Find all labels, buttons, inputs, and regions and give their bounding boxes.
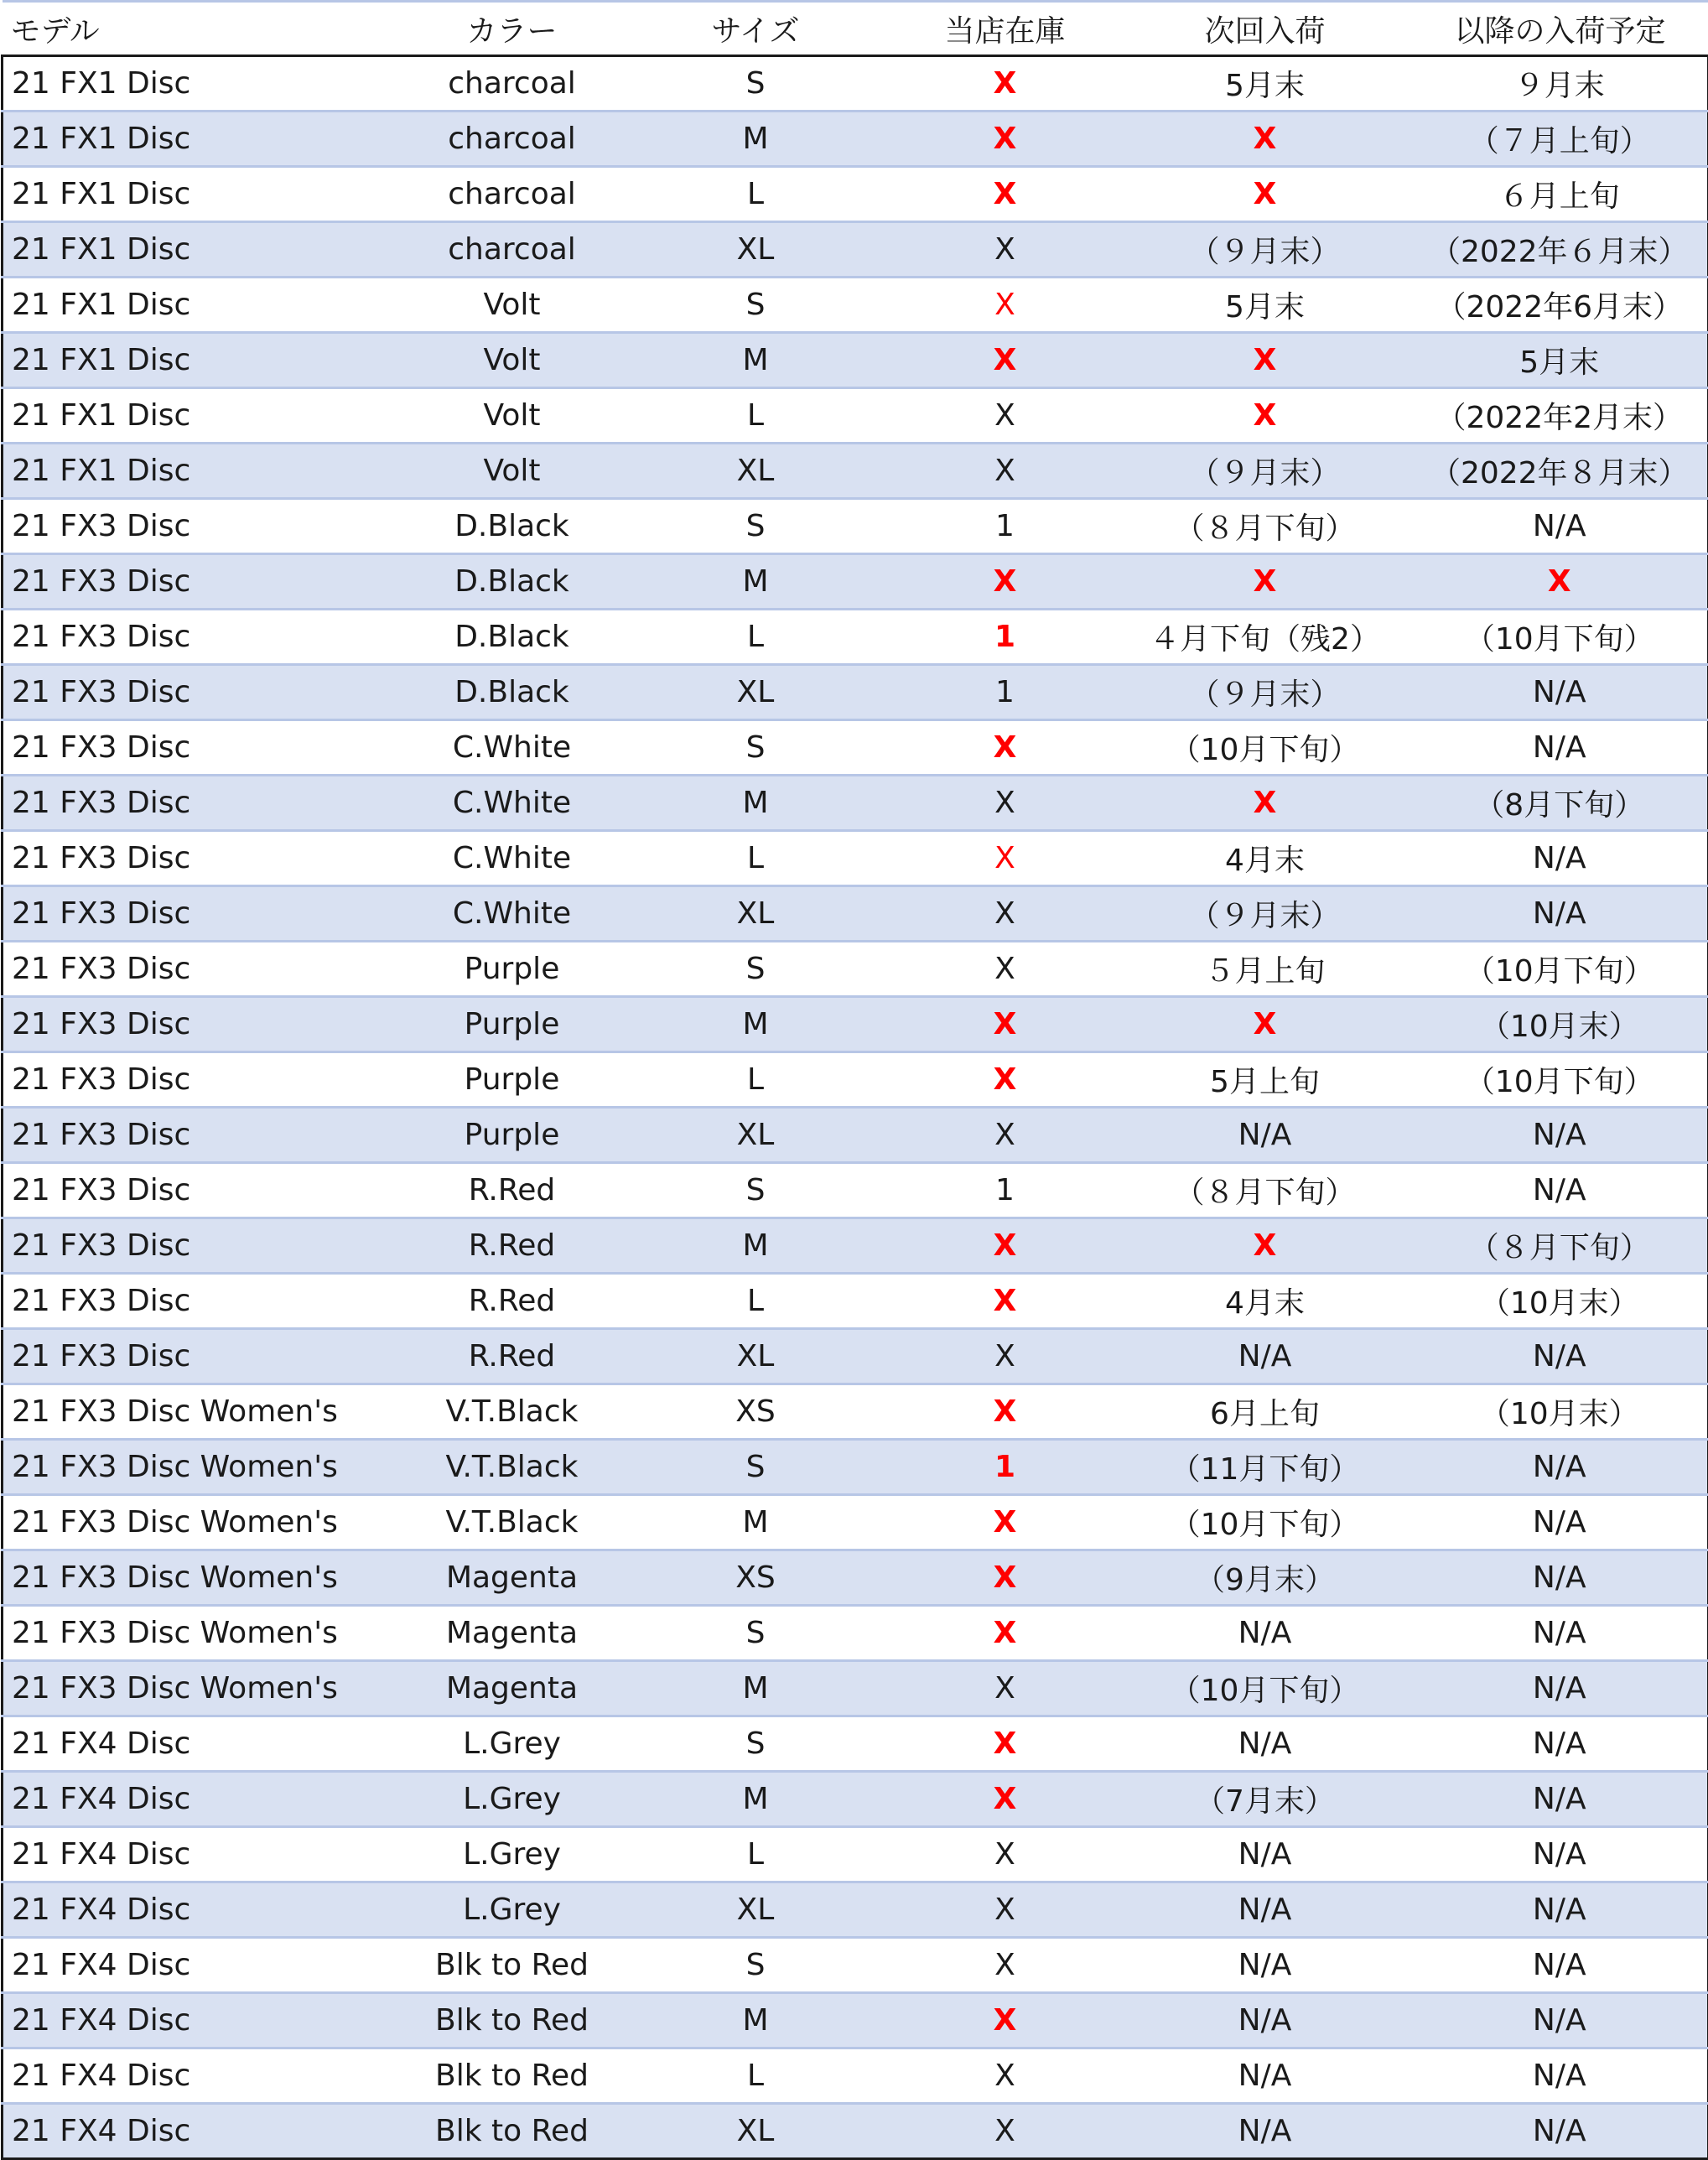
color-cell: D.Black (405, 610, 620, 665)
table-row (3, 56, 1708, 112)
later-arrival-cell: 5月末 (1412, 333, 1708, 388)
table-row (3, 1661, 1708, 1716)
table-row (3, 1550, 1708, 1606)
table-row (3, 1938, 1708, 1993)
table-row (3, 554, 1708, 610)
size-cell: S (620, 1938, 892, 1993)
size-cell: S (620, 278, 892, 333)
next-arrival-cell: （９月末） (1119, 444, 1412, 499)
color-cell: Blk to Red (405, 1993, 620, 2048)
size-cell: L (620, 1827, 892, 1882)
size-cell: XL (620, 886, 892, 942)
color-cell: Purple (405, 942, 620, 997)
color-cell: D.Black (405, 665, 620, 720)
model-cell: 21 FX3 Disc Women's (3, 1606, 405, 1661)
color-cell: Volt (405, 444, 620, 499)
model-cell: 21 FX3 Disc Women's (3, 1661, 405, 1716)
stock-cell: X (892, 997, 1119, 1052)
stock-cell: X (892, 1329, 1119, 1384)
color-cell: Volt (405, 388, 620, 444)
color-cell: charcoal (405, 56, 620, 112)
stock-cell: X (892, 2048, 1119, 2104)
stock-cell: X (892, 222, 1119, 278)
model-cell: 21 FX1 Disc (3, 56, 405, 112)
next-arrival-cell: X (1119, 554, 1412, 610)
model-cell: 21 FX3 Disc (3, 554, 405, 610)
size-cell: M (620, 997, 892, 1052)
next-arrival-cell: X (1119, 112, 1412, 167)
stock-cell: 1 (892, 1163, 1119, 1218)
color-cell: Purple (405, 1052, 620, 1108)
stock-cell: X (892, 1495, 1119, 1550)
color-cell: V.T.Black (405, 1495, 620, 1550)
header-later-arrival: 以降の入荷予定 (1412, 2, 1708, 56)
model-cell: 21 FX3 Disc (3, 1163, 405, 1218)
color-cell: D.Black (405, 554, 620, 610)
next-arrival-cell: （８月下旬） (1119, 499, 1412, 554)
color-cell: Blk to Red (405, 1938, 620, 1993)
size-cell: S (620, 1716, 892, 1772)
table-row (3, 222, 1708, 278)
stock-cell: X (892, 1052, 1119, 1108)
size-cell: S (620, 942, 892, 997)
model-cell: 21 FX1 Disc (3, 333, 405, 388)
later-arrival-cell: N/A (1412, 1495, 1708, 1550)
later-arrival-cell: N/A (1412, 1993, 1708, 2048)
next-arrival-cell: N/A (1119, 1716, 1412, 1772)
later-arrival-cell: （10月下旬） (1412, 610, 1708, 665)
color-cell: Magenta (405, 1606, 620, 1661)
later-arrival-cell: N/A (1412, 886, 1708, 942)
later-arrival-cell: （2022年６月末） (1412, 222, 1708, 278)
color-cell: Purple (405, 997, 620, 1052)
next-arrival-cell: X (1119, 388, 1412, 444)
model-cell: 21 FX3 Disc (3, 776, 405, 831)
size-cell: S (620, 1606, 892, 1661)
color-cell: charcoal (405, 167, 620, 222)
later-arrival-cell: N/A (1412, 499, 1708, 554)
next-arrival-cell: （7月末） (1119, 1772, 1412, 1827)
size-cell: S (620, 1163, 892, 1218)
table-row (3, 997, 1708, 1052)
table-row (3, 444, 1708, 499)
later-arrival-cell: N/A (1412, 1661, 1708, 1716)
table-row (3, 1827, 1708, 1882)
table-row (3, 2048, 1708, 2104)
table-row (3, 333, 1708, 388)
size-cell: S (620, 56, 892, 112)
stock-cell: X (892, 942, 1119, 997)
table-body (3, 56, 1708, 2159)
stock-cell: X (892, 720, 1119, 776)
table-row (3, 388, 1708, 444)
color-cell: V.T.Black (405, 1384, 620, 1440)
header-size: サイズ (620, 2, 892, 56)
later-arrival-cell: （8月下旬） (1412, 776, 1708, 831)
color-cell: C.White (405, 886, 620, 942)
next-arrival-cell: （９月末） (1119, 665, 1412, 720)
table-row (3, 112, 1708, 167)
model-cell: 21 FX1 Disc (3, 112, 405, 167)
table-row (3, 499, 1708, 554)
later-arrival-cell: ６月上旬 (1412, 167, 1708, 222)
next-arrival-cell: N/A (1119, 1938, 1412, 1993)
table-row (3, 167, 1708, 222)
model-cell: 21 FX4 Disc (3, 2048, 405, 2104)
stock-cell: X (892, 886, 1119, 942)
color-cell: L.Grey (405, 1716, 620, 1772)
size-cell: XL (620, 1882, 892, 1938)
model-cell: 21 FX3 Disc Women's (3, 1384, 405, 1440)
stock-cell: X (892, 444, 1119, 499)
model-cell: 21 FX4 Disc (3, 1716, 405, 1772)
color-cell: L.Grey (405, 1772, 620, 1827)
model-cell: 21 FX1 Disc (3, 278, 405, 333)
next-arrival-cell: （10月下旬） (1119, 720, 1412, 776)
later-arrival-cell: N/A (1412, 1827, 1708, 1882)
size-cell: L (620, 388, 892, 444)
model-cell: 21 FX4 Disc (3, 1882, 405, 1938)
stock-cell: X (892, 1108, 1119, 1163)
color-cell: L.Grey (405, 1827, 620, 1882)
color-cell: Blk to Red (405, 2048, 620, 2104)
color-cell: D.Black (405, 499, 620, 554)
size-cell: M (620, 1661, 892, 1716)
later-arrival-cell: N/A (1412, 1440, 1708, 1495)
color-cell: charcoal (405, 222, 620, 278)
table-row (3, 1108, 1708, 1163)
next-arrival-cell: 5月末 (1119, 56, 1412, 112)
stock-cell: X (892, 1827, 1119, 1882)
model-cell: 21 FX1 Disc (3, 444, 405, 499)
next-arrival-cell: N/A (1119, 2104, 1412, 2159)
next-arrival-cell: （９月末） (1119, 222, 1412, 278)
later-arrival-cell: （10月末） (1412, 1274, 1708, 1329)
stock-cell: X (892, 112, 1119, 167)
model-cell: 21 FX4 Disc (3, 2104, 405, 2159)
stock-cell: X (892, 278, 1119, 333)
later-arrival-cell: N/A (1412, 2048, 1708, 2104)
inventory-table (1, 0, 1708, 2160)
later-arrival-cell: N/A (1412, 1329, 1708, 1384)
size-cell: L (620, 1052, 892, 1108)
size-cell: L (620, 831, 892, 886)
table-row (3, 1716, 1708, 1772)
next-arrival-cell: 5月末 (1119, 278, 1412, 333)
stock-cell: X (892, 554, 1119, 610)
header-color: カラー (405, 2, 620, 56)
later-arrival-cell: （10月下旬） (1412, 942, 1708, 997)
stock-cell: X (892, 1274, 1119, 1329)
later-arrival-cell: （10月末） (1412, 1384, 1708, 1440)
table-row (3, 1052, 1708, 1108)
model-cell: 21 FX3 Disc (3, 720, 405, 776)
next-arrival-cell: N/A (1119, 1606, 1412, 1661)
size-cell: M (620, 1993, 892, 2048)
size-cell: XL (620, 1329, 892, 1384)
next-arrival-cell: X (1119, 167, 1412, 222)
later-arrival-cell: （８月下旬） (1412, 1218, 1708, 1274)
header-next-arrival: 次回入荷 (1119, 2, 1412, 56)
size-cell: M (620, 1218, 892, 1274)
table-row (3, 1384, 1708, 1440)
size-cell: M (620, 1772, 892, 1827)
size-cell: S (620, 1440, 892, 1495)
stock-cell: 1 (892, 610, 1119, 665)
later-arrival-cell: （2022年2月末） (1412, 388, 1708, 444)
table-row (3, 665, 1708, 720)
stock-cell: X (892, 1661, 1119, 1716)
later-arrival-cell: （10月下旬） (1412, 1052, 1708, 1108)
table-row (3, 831, 1708, 886)
next-arrival-cell: 4月末 (1119, 831, 1412, 886)
stock-cell: X (892, 1606, 1119, 1661)
header-row (3, 2, 1708, 56)
next-arrival-cell: ４月下旬（残2） (1119, 610, 1412, 665)
table-row (3, 2104, 1708, 2159)
model-cell: 21 FX4 Disc (3, 1938, 405, 1993)
size-cell: S (620, 499, 892, 554)
next-arrival-cell: N/A (1119, 1827, 1412, 1882)
later-arrival-cell: N/A (1412, 1606, 1708, 1661)
later-arrival-cell: N/A (1412, 1716, 1708, 1772)
size-cell: L (620, 610, 892, 665)
later-arrival-cell: N/A (1412, 1772, 1708, 1827)
stock-cell: X (892, 333, 1119, 388)
table-row (3, 1495, 1708, 1550)
model-cell: 21 FX3 Disc (3, 997, 405, 1052)
table-row (3, 942, 1708, 997)
size-cell: L (620, 167, 892, 222)
size-cell: XL (620, 444, 892, 499)
table-header (3, 2, 1708, 56)
stock-cell: X (892, 2104, 1119, 2159)
color-cell: C.White (405, 776, 620, 831)
model-cell: 21 FX3 Disc (3, 665, 405, 720)
stock-cell: X (892, 831, 1119, 886)
model-cell: 21 FX4 Disc (3, 1827, 405, 1882)
color-cell: R.Red (405, 1329, 620, 1384)
size-cell: S (620, 720, 892, 776)
table-row (3, 886, 1708, 942)
table-row (3, 1882, 1708, 1938)
next-arrival-cell: X (1119, 1218, 1412, 1274)
size-cell: XL (620, 2104, 892, 2159)
stock-cell: X (892, 1772, 1119, 1827)
next-arrival-cell: （10月下旬） (1119, 1661, 1412, 1716)
next-arrival-cell: （９月末） (1119, 886, 1412, 942)
color-cell: Magenta (405, 1661, 620, 1716)
stock-cell: X (892, 1716, 1119, 1772)
next-arrival-cell: N/A (1119, 2048, 1412, 2104)
stock-cell: X (892, 1993, 1119, 2048)
color-cell: R.Red (405, 1218, 620, 1274)
size-cell: XL (620, 665, 892, 720)
next-arrival-cell: X (1119, 333, 1412, 388)
next-arrival-cell: X (1119, 776, 1412, 831)
model-cell: 21 FX3 Disc (3, 499, 405, 554)
size-cell: M (620, 333, 892, 388)
stock-cell: X (892, 1218, 1119, 1274)
next-arrival-cell: （10月下旬） (1119, 1495, 1412, 1550)
model-cell: 21 FX3 Disc Women's (3, 1440, 405, 1495)
later-arrival-cell: N/A (1412, 720, 1708, 776)
later-arrival-cell: N/A (1412, 1108, 1708, 1163)
size-cell: L (620, 1274, 892, 1329)
next-arrival-cell: （9月末） (1119, 1550, 1412, 1606)
model-cell: 21 FX3 Disc (3, 1052, 405, 1108)
next-arrival-cell: （11月下旬） (1119, 1440, 1412, 1495)
model-cell: 21 FX3 Disc Women's (3, 1550, 405, 1606)
next-arrival-cell: X (1119, 997, 1412, 1052)
color-cell: Magenta (405, 1550, 620, 1606)
size-cell: L (620, 2048, 892, 2104)
model-cell: 21 FX3 Disc (3, 831, 405, 886)
header-stock: 当店在庫 (892, 2, 1119, 56)
later-arrival-cell: N/A (1412, 1550, 1708, 1606)
stock-cell: X (892, 388, 1119, 444)
stock-cell: X (892, 776, 1119, 831)
next-arrival-cell: N/A (1119, 1108, 1412, 1163)
color-cell: Volt (405, 278, 620, 333)
color-cell: Volt (405, 333, 620, 388)
table-row (3, 278, 1708, 333)
later-arrival-cell: N/A (1412, 2104, 1708, 2159)
table-row (3, 1163, 1708, 1218)
size-cell: XL (620, 222, 892, 278)
model-cell: 21 FX1 Disc (3, 388, 405, 444)
later-arrival-cell: N/A (1412, 665, 1708, 720)
color-cell: V.T.Black (405, 1440, 620, 1495)
stock-cell: X (892, 167, 1119, 222)
stock-cell: X (892, 1384, 1119, 1440)
table-row (3, 1606, 1708, 1661)
color-cell: C.White (405, 720, 620, 776)
size-cell: M (620, 776, 892, 831)
stock-cell: X (892, 1882, 1119, 1938)
next-arrival-cell: N/A (1119, 1882, 1412, 1938)
next-arrival-cell: 4月末 (1119, 1274, 1412, 1329)
model-cell: 21 FX4 Disc (3, 1993, 405, 2048)
table-row (3, 720, 1708, 776)
size-cell: XL (620, 1108, 892, 1163)
stock-cell: 1 (892, 1440, 1119, 1495)
stock-cell: X (892, 1938, 1119, 1993)
stock-cell: X (892, 56, 1119, 112)
color-cell: L.Grey (405, 1882, 620, 1938)
later-arrival-cell: （７月上旬） (1412, 112, 1708, 167)
next-arrival-cell: N/A (1119, 1993, 1412, 2048)
size-cell: M (620, 554, 892, 610)
model-cell: 21 FX3 Disc (3, 1329, 405, 1384)
next-arrival-cell: （８月下旬） (1119, 1163, 1412, 1218)
later-arrival-cell: （2022年８月末） (1412, 444, 1708, 499)
stock-cell: X (892, 1550, 1119, 1606)
model-cell: 21 FX3 Disc (3, 610, 405, 665)
header-model: モデル (3, 2, 405, 56)
table-row (3, 1329, 1708, 1384)
model-cell: 21 FX3 Disc Women's (3, 1495, 405, 1550)
stock-cell: 1 (892, 499, 1119, 554)
model-cell: 21 FX1 Disc (3, 222, 405, 278)
stock-cell: 1 (892, 665, 1119, 720)
model-cell: 21 FX3 Disc (3, 1274, 405, 1329)
model-cell: 21 FX3 Disc (3, 942, 405, 997)
color-cell: C.White (405, 831, 620, 886)
color-cell: Purple (405, 1108, 620, 1163)
model-cell: 21 FX3 Disc (3, 1218, 405, 1274)
later-arrival-cell: （2022年6月末） (1412, 278, 1708, 333)
model-cell: 21 FX1 Disc (3, 167, 405, 222)
color-cell: charcoal (405, 112, 620, 167)
table-row (3, 776, 1708, 831)
size-cell: M (620, 1495, 892, 1550)
next-arrival-cell: 5月上旬 (1119, 1052, 1412, 1108)
later-arrival-cell: N/A (1412, 831, 1708, 886)
table-row (3, 1993, 1708, 2048)
next-arrival-cell: ５月上旬 (1119, 942, 1412, 997)
later-arrival-cell: N/A (1412, 1938, 1708, 1993)
next-arrival-cell: 6月上旬 (1119, 1384, 1412, 1440)
table-row (3, 1218, 1708, 1274)
model-cell: 21 FX3 Disc (3, 1108, 405, 1163)
later-arrival-cell: ９月末 (1412, 56, 1708, 112)
later-arrival-cell: N/A (1412, 1163, 1708, 1218)
table-row (3, 1274, 1708, 1329)
color-cell: R.Red (405, 1274, 620, 1329)
next-arrival-cell: N/A (1119, 1329, 1412, 1384)
later-arrival-cell: （10月末） (1412, 997, 1708, 1052)
model-cell: 21 FX4 Disc (3, 1772, 405, 1827)
size-cell: XS (620, 1384, 892, 1440)
later-arrival-cell: X (1412, 554, 1708, 610)
table-row (3, 1772, 1708, 1827)
later-arrival-cell: N/A (1412, 1882, 1708, 1938)
model-cell: 21 FX3 Disc (3, 886, 405, 942)
size-cell: M (620, 112, 892, 167)
size-cell: XS (620, 1550, 892, 1606)
color-cell: R.Red (405, 1163, 620, 1218)
table-row (3, 610, 1708, 665)
color-cell: Blk to Red (405, 2104, 620, 2159)
table-row (3, 1440, 1708, 1495)
